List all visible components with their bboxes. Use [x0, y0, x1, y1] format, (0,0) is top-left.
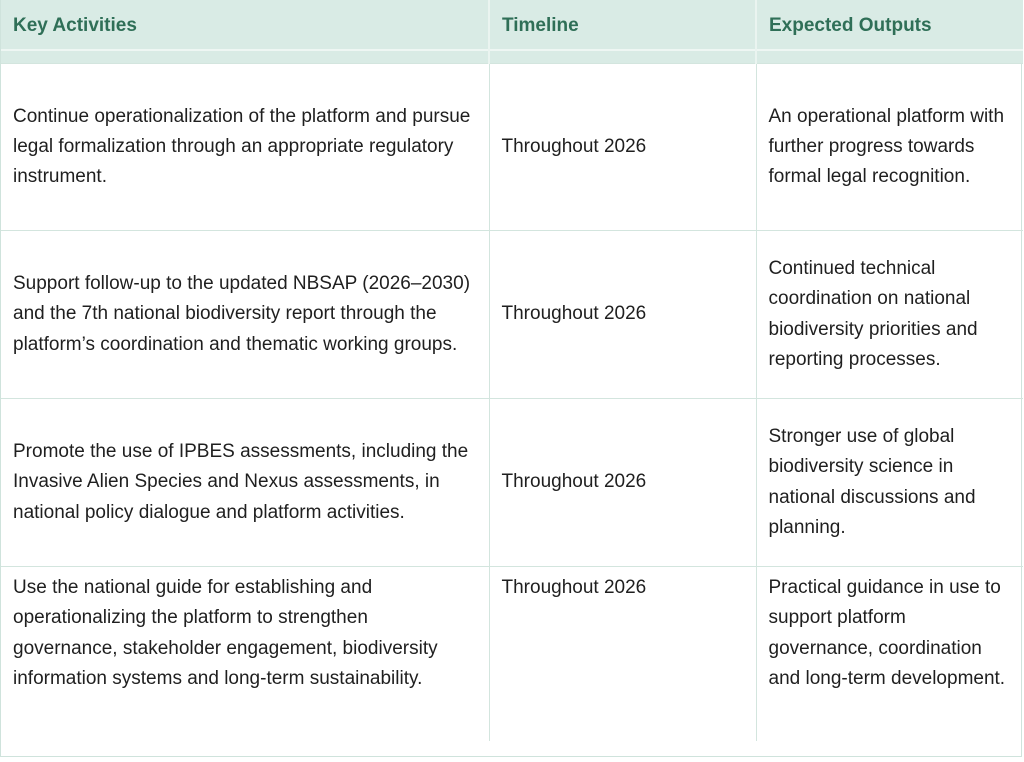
timeline-text: Throughout 2026 [501, 135, 647, 157]
table-row [1, 231, 1023, 399]
timeline-cell [489, 399, 756, 567]
output-text: An operational platform with further progress towards formal legal recognition. [768, 105, 1005, 188]
activity-text: Support follow-up to the updated NBSAP (2026–2030) and the 7th national biodiversity report through the platform’s coordination and thematic working groups. [13, 273, 471, 355]
activity-cell [1, 64, 489, 231]
header-row [1, 0, 1023, 50]
table-row [1, 64, 1023, 231]
table-row [1, 567, 1023, 741]
activity-text: Promote the use of IPBES assessments, including the Invasive Alien Species and Nexus assessments, in national policy dialogue and platform activities. [13, 441, 469, 523]
table-body [1, 64, 1023, 741]
timeline-text: Throughout 2026 [501, 303, 647, 325]
timeline-cell [489, 231, 756, 399]
output-text: Practical guidance in use to support platform governance, coordination and long-term development. [768, 577, 1006, 689]
timeline-cell [489, 567, 756, 741]
output-cell [756, 231, 1023, 399]
activity-cell [1, 567, 489, 741]
header-spacer-cell [1, 50, 489, 64]
table-row [1, 399, 1023, 567]
table-header [1, 0, 1023, 64]
output-cell [756, 567, 1023, 741]
header-key-activities: Key Activities [1, 0, 489, 50]
timeline-text: Throughout 2026 [501, 471, 647, 493]
activity-cell [1, 399, 489, 567]
header-spacer-row [1, 50, 1023, 64]
header-timeline: Timeline [489, 0, 756, 50]
activity-cell [1, 231, 489, 399]
header-expected-outputs: Expected Outputs [756, 0, 1023, 50]
timeline-text: Throughout 2026 [501, 577, 647, 598]
header-spacer-cell [489, 50, 756, 64]
header-spacer-cell [756, 50, 1023, 64]
timeline-cell [489, 64, 756, 231]
output-cell [756, 399, 1023, 567]
activity-text: Use the national guide for establishing and operationalizing the platform to strengthen governance, stakeholder engagement, biodiversity information systems and long-term sustainability. [13, 577, 438, 689]
output-text: Stronger use of global biodiversity science in national discussions and planning. [768, 425, 976, 538]
output-cell [756, 64, 1023, 231]
output-text: Continued technical coordination on national biodiversity priorities and reporting processes. [768, 257, 978, 370]
activity-table [1, 0, 1023, 741]
activity-text: Continue operationalization of the platform and pursue legal formalization through an appropriate regulatory instrument. [13, 105, 471, 188]
